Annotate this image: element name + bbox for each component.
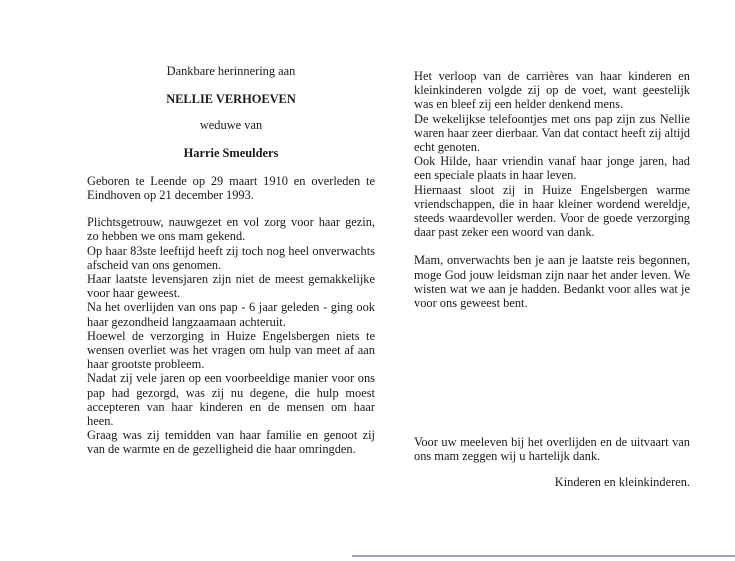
left-column bbox=[87, 64, 375, 457]
bottom-divider bbox=[352, 555, 735, 557]
paragraph-left-2: Op haar 83ste leeftijd heeft zij toch nog heel onverwachts afscheid van ons genomen. bbox=[87, 243, 375, 272]
paragraph-right-2: De wekelijkse telefoontjes met ons pap zijn zus Nellie waren haar zeer dierbaar. Van dat contact heeft zij altijd echt genoten. bbox=[414, 111, 690, 155]
husband-name: Harrie Smeulders bbox=[183, 145, 279, 160]
deceased-name: NELLIE VERHOEVEN bbox=[166, 92, 296, 107]
signature-text: Kinderen en kleinkinderen. bbox=[554, 475, 690, 490]
paragraph-left-7: Graag was zij temidden van haar familie en genoot zij van de warmte en de gezelligheid die haar omringden. bbox=[87, 428, 375, 457]
paragraph-right-1: Het verloop van de carrières van haar kinderen en kleinkinderen volgde zij op de voet, want geestelijk was en bleef zij een helder denkend mens. bbox=[414, 69, 690, 112]
thanks-section bbox=[414, 435, 690, 490]
widow-label: weduwe van bbox=[199, 118, 263, 133]
paragraph-left-3: Haar laatste levensjaren zijn niet de meest gemakkelijke voor haar geweest. bbox=[87, 272, 375, 301]
birth-death-text: Geboren te Leende op 29 maart 1910 en overleden te Eindhoven op 21 december 1993. bbox=[87, 173, 375, 203]
memory-heading: Dankbare herinnering aan bbox=[166, 64, 296, 78]
paragraph-left-5: Hoewel de verzorging in Huize Engelsbergen niets te wensen overliet was het vragen om hulp van meet af aan haar grootste probleem. bbox=[87, 328, 375, 372]
paragraph-left-6: Nadat zij vele jaren op een voorbeeldige manier voor ons pap had gezorgd, was zij nu degene, die hulp moest accepteren van haar kinderen en de mensen om haar heen. bbox=[87, 371, 375, 429]
paragraph-right-5: Mam, onverwachts ben je aan je laatste reis begonnen, moge God jouw leidsman zijn naar het ander leven. We wisten wat we aan je hadden. Bedankt voor alles wat je voor ons geweest bent. bbox=[414, 253, 690, 311]
paragraph-left-4: Na het overlijden van ons pap - 6 jaar geleden - ging ook haar gezondheid langzaamaan achteruit. bbox=[87, 300, 375, 329]
paragraph-left-1: Plichtsgetrouw, nauwgezet en vol zorg voor haar gezin, zo hebben we ons mam gekend. bbox=[87, 215, 375, 244]
paragraph-right-4: Hiernaast sloot zij in Huize Engelsbergen warme vriendschappen, die in haar kleiner wordend wereldje, steeds waardevoller werden. Voor de goede verzorging daar past zeker een woord van dank. bbox=[414, 182, 690, 240]
right-column bbox=[414, 69, 690, 310]
thanks-text: Voor uw meeleven bij het overlijden en de uitvaart van ons mam zeggen wij u hartelijk dank. bbox=[414, 435, 690, 464]
paragraph-right-3: Ook Hilde, haar vriendin vanaf haar jonge jaren, had een speciale plaats in haar leven. bbox=[414, 154, 690, 183]
